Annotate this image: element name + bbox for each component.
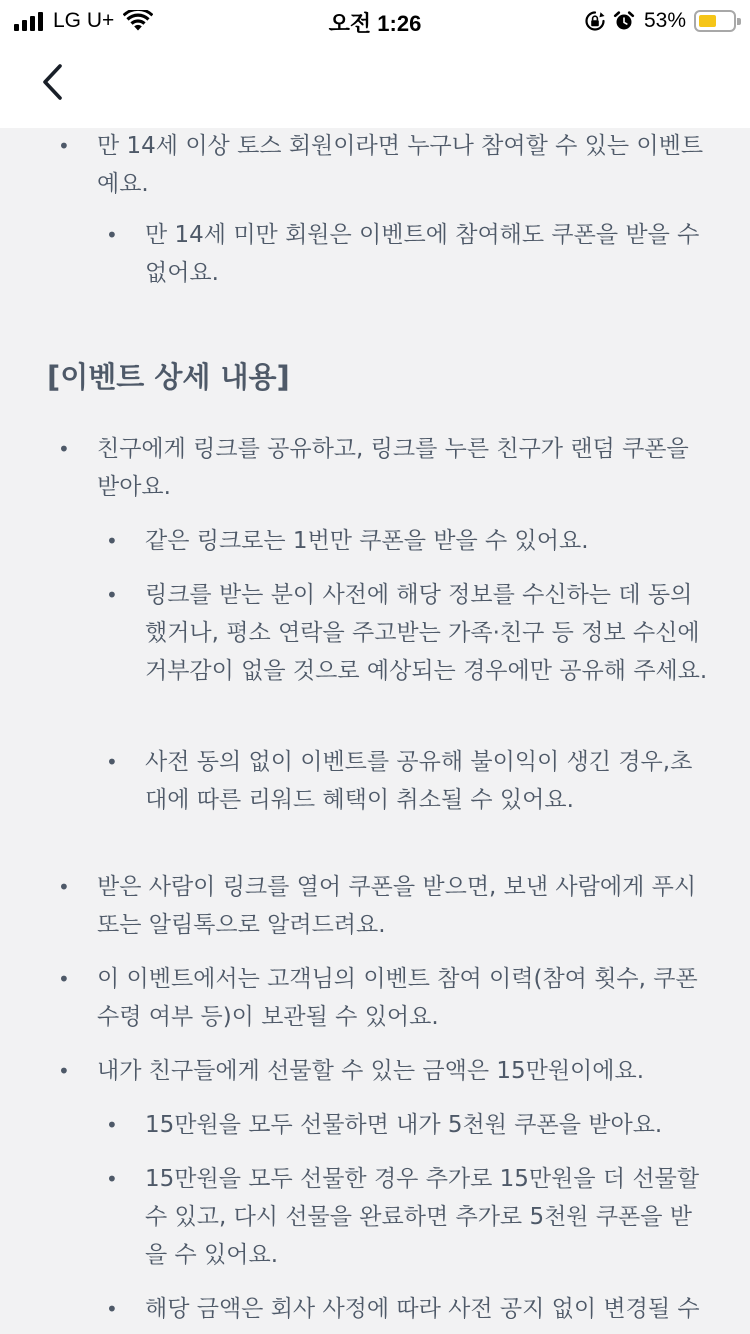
list-item-text: 내가 친구들에게 선물할 수 있는 금액은 15만원이에요. xyxy=(97,1058,645,1084)
list-item xyxy=(0,1160,750,1274)
list-item-text: 링크를 받는 분이 사전에 해당 정보를 수신하는 데 동의했거나, 평소 연락을 주고받는 가족·친구 등 정보 수신에 거부감이 없을 것으로 예상되는 경우에만 공유해 주세요. xyxy=(145,582,708,684)
bullet: • xyxy=(58,967,70,991)
status-time: 오전 1:26 xyxy=(328,11,422,36)
nav-bar xyxy=(0,44,750,128)
list-item-text: 받은 사람이 링크를 열어 쿠폰을 받으면, 보낸 사람에게 푸시 또는 알림톡으로 알려드려요. xyxy=(97,874,697,938)
bullet: • xyxy=(106,223,118,247)
list-item xyxy=(0,1052,750,1090)
list-item xyxy=(0,576,750,690)
battery-nub xyxy=(737,18,741,25)
orientation-lock-icon xyxy=(584,10,606,32)
status-bar xyxy=(0,0,750,44)
list-item xyxy=(0,960,750,1036)
list-item xyxy=(0,216,750,292)
list-item-text: 이 이벤트에서는 고객님의 이벤트 참여 이력(참여 횟수, 쿠폰 수령 여부 등)이 보관될 수 있어요. xyxy=(97,966,698,1030)
list-item-text: 15만원을 모두 선물하면 내가 5천원 쿠폰을 받아요. xyxy=(145,1112,663,1138)
event-details-content[interactable] xyxy=(0,128,750,1334)
bullet: • xyxy=(58,134,70,158)
alarm-icon xyxy=(613,10,635,32)
list-item-text: 사전 동의 없이 이벤트를 공유해 불이익이 생긴 경우,초대에 따른 리워드 혜택이 취소될 수 있어요. xyxy=(145,749,693,813)
bullet: • xyxy=(106,1167,118,1191)
list-item xyxy=(0,743,750,819)
list-item xyxy=(0,128,750,203)
list-item xyxy=(0,522,750,560)
bullet: • xyxy=(58,1059,70,1083)
bullet: • xyxy=(58,875,70,899)
back-button[interactable] xyxy=(28,58,76,106)
list-item-text: 같은 링크로는 1번만 쿠폰을 받을 수 있어요. xyxy=(145,528,589,554)
bullet: • xyxy=(106,1113,118,1137)
list-item-text: 만 14세 미만 회원은 이벤트에 참여해도 쿠폰을 받을 수 없어요. xyxy=(145,222,700,286)
bullet: • xyxy=(106,529,118,553)
chevron-left-icon xyxy=(39,62,65,102)
battery-percent: 53% xyxy=(643,9,686,32)
bullet: • xyxy=(106,583,118,607)
status-right xyxy=(584,7,736,35)
list-item-text: 해당 금액은 회사 사정에 따라 사전 공지 없이 변경될 수 xyxy=(145,1296,700,1322)
carrier-label: LG U+ xyxy=(53,9,115,32)
list-item xyxy=(0,868,750,944)
list-item xyxy=(0,1106,750,1144)
battery-icon xyxy=(694,10,736,32)
bullet: • xyxy=(106,750,118,774)
section-heading: [이벤트 상세 내용] xyxy=(47,360,290,394)
battery-fill xyxy=(699,15,716,27)
list-item-text: 만 14세 이상 토스 회원이라면 누구나 참여할 수 있는 이벤트예요. xyxy=(97,133,704,197)
list-item-text: 15만원을 모두 선물한 경우 추가로 15만원을 더 선물할 수 있고, 다시 선물을 완료하면 추가로 5천원 쿠폰을 받을 수 있어요. xyxy=(145,1166,700,1268)
list-item xyxy=(0,430,750,506)
bullet: • xyxy=(106,1297,118,1321)
list-item-text: 친구에게 링크를 공유하고, 링크를 누른 친구가 랜덤 쿠폰을 받아요. xyxy=(97,436,689,500)
bullet: • xyxy=(58,437,70,461)
list-item xyxy=(0,1290,750,1328)
